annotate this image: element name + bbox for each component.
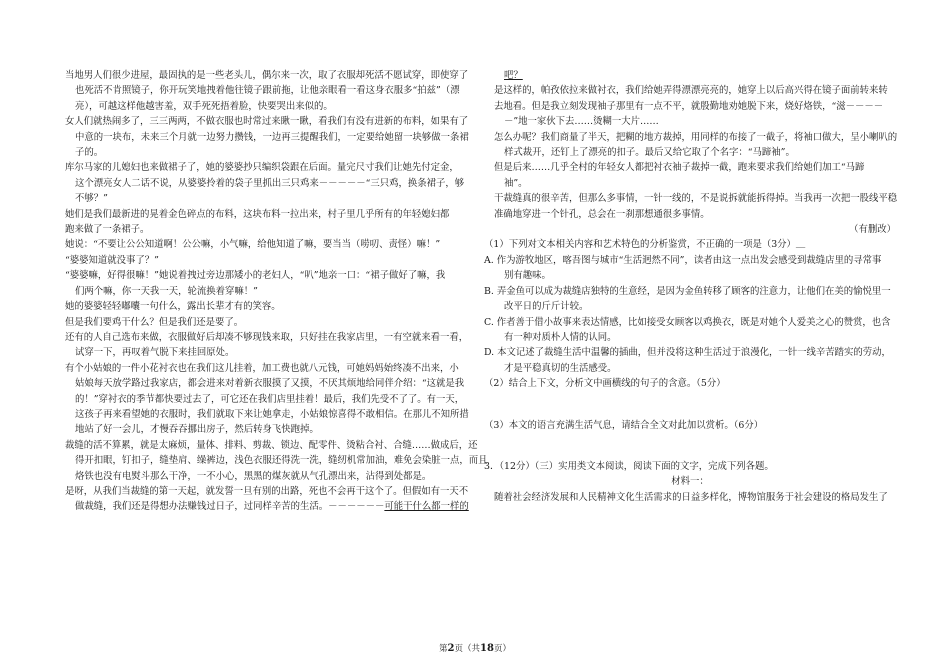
text-line: 干裁缝真的很辛苦，但那么多事情，一针一线的，不是说拆就能拆得掉。当我再一次把一股线平稳 [494,193,898,205]
question-1: （1）下列对文本相关内容和艺术特色的分析鉴赏，不正确的一项是（3分）＿ [484,239,806,251]
page-footer [0,641,950,657]
text-line: 的！”穿衬衣的季节都快要过去了，可它还在我们店里挂着！最后，我们先受不了了。有一天， [75,393,465,405]
text-line: 别有趣味。 [504,270,551,282]
option-c: C. 作者善于借小故事来表达情感，比如接受女顾客以鸡换衣，既是对她个人爱美之心的赞赏，也含 [484,316,891,328]
page-number: 2 [447,643,455,654]
text-line: 她们是我们最新进的晃着金色碎点的布料，这块布料一拉出来，村子里几乎所有的年轻媳妇都 [65,208,450,220]
text-line: 有个小姑娘的一件小花衬衣也在我们这儿挂着，加工费也就八元钱，可她妈妈始终凑不出来，小 [65,362,459,374]
text-line: 得开扣眼，钉扣子，缝垫肩、缲裤边，浅色衣服还得洗一洗，缝纫机常加油，难免会染脏一点，而且 [75,455,488,467]
text-line: 裁缝的活不算累，就是太麻烦，量体、排料、剪裁、锁边、配零件、烫粘合衬、合缝……做成后，还 [65,439,478,451]
option-a: A. 作为游牧地区，喀吾图与城市“生活迥然不同”，读者由这一点出发会感受到裁缝店里的寻常事 [484,254,882,266]
text-line: 中意的一块布，未来三个月就一边努力攒钱，一边再三提醒我们，一定要给她留一块够做一条裙 [75,131,469,143]
option-b: B. 弄金鱼可以成为裁缝店独特的生意经，是因为金鱼转移了顾客的注意力，让他们在美的愉悦里一 [484,285,891,297]
text-line: 女人们就热闹多了，三三两两，不做衣服也时常过来瞅一瞅，看我们有没有进新的布料，如果有了 [65,116,469,128]
text-line: 们两个嘛，你一天我一天，轮流换着穿嘛！” [75,285,258,297]
text-line: 库尔马家的儿媳妇也来做裙子了，她的婆婆抄只编织袋跟在后面。量完尺寸我们让她先付定金， [65,162,459,174]
text-line: 这孩子再来看望她的衣服时，我们就取下来让她拿走，小姑娘惊喜得不敢相信。在那儿不知所措 [75,408,469,420]
text-line: 地站了好一会儿，才慢吞吞挪出房子，然后转身飞快跑掉。 [75,424,319,436]
text-line: 准确地穿进一个针孔，总会在一刹那想通很多事情。 [494,208,710,220]
text-line: 改平日的斤斤计较。 [504,301,589,313]
text-line: 跑来做了一条裙子。 [65,224,150,236]
text-line: 是呀，从我们当裁缝的第一天起，就发誓一旦有别的出路，死也不会再干这个了。但假如有一天不 [65,485,469,497]
text-line: 不够？” [75,193,108,205]
source-note: （有删改） [849,224,896,236]
text-line: 还有的人自己选布来做，衣服做好后却凑不够现钱来取，只好挂在我家店里，一有空就来看一看， [65,331,469,343]
text-line: 当地男人们很少进屋，最固执的是一些老头儿，偶尔来一次，取了衣服却死活不愿试穿，即使穿了 [65,70,469,81]
text-line: “婆婆知道就没事了？” [65,254,159,266]
answer-space [484,433,896,459]
text-line: “婆婆嘛，好得很嘛！”她说着拽过旁边那矮小的老妇人，“叭”地亲一口：“裙子做好了嘛，我 [65,270,446,282]
footer-middle: 页（共 [454,644,481,654]
text-line: 这个漂亮女人二话不说，从婆婆拎着的袋子里抓出三只鸡来－－－－－“三只鸡，换条裙子，够 [75,177,465,189]
footer-suffix: 页） [493,644,511,654]
text-line: 试穿一下，再叹着气脱下来挂回原处。 [75,347,235,359]
section-3-heading: 3．（12分）（三）实用类文本阅读，阅读下面的文字，完成下列各题。 [484,460,774,472]
text-line: 她的婆婆轻轻嘟囔一句什么，露出长辈才有的笑容。 [65,301,281,313]
text-line: 样式裁开，还钉上了漂亮的扣子。最后又给它取了个名字：“马蹄袖”。 [504,147,795,159]
page-total: 18 [480,643,494,654]
text-line: 烙铁也没有电熨斗那么干净，一不小心，黑黑的煤灰就从气孔漂出来，沾得到处都是。 [75,470,432,482]
text-line: －”地一家伙下去……烫糊一大片…… [504,116,659,128]
text-line: 是这样的，帕孜依拉来做衬衣，我们给她弄得漂漂亮亮的，她穿上以后高兴得在镜子面前转来转 [494,85,888,97]
answer-space [484,392,896,418]
underlined-sentence: 可能干什么都一样的 [384,501,469,513]
text-line: 去地看。但是我立刻发现袖子那里有一点不平，就殷勤地劝她脱下来，烧好烙铁，“滋－－－－ [494,100,884,112]
text-line: 子的。 [75,147,104,159]
text-line: 也死活不肯照镜子，你开玩笑地拽着他往镜子跟前拖，让他亲眼看一看这身衣服多“拍兹”（漂 [75,85,460,97]
question-3: （3）本文的语言充满生活气息，请结合全文对此加以赏析。（6分） [484,419,764,431]
text-line: 但是我们要鸡干什么？但是我们还是要了。 [65,316,244,328]
text-line: 亮），可越这样他越害羞，双手死死捂着脸，快要哭出来似的。 [75,100,333,112]
question-2: （2）结合上下文，分析文中画横线的句子的含意。（5分） [484,378,726,390]
text-line: 姑娘每天放学路过我家店，都会进来对着新衣服摸了又摸，不厌其烦地给同伴介绍：“这就是我 [75,378,465,390]
left-column [65,68,488,515]
right-column [484,68,896,505]
underlined-sentence-end: 吧？ [504,70,523,81]
text-line: 怎么办呢？我们商量了半天，把糊的地方裁掉，用同样的布接了一截子，将袖口做大，呈小喇叭的 [494,131,898,143]
material-title: 材料一： [671,476,709,488]
text-line: 但是后来……几乎全村的年轻女人都把衬衣袖子裁掉一截，跑来要求我们给她们加工“马蹄 [494,162,865,174]
text-line: 才是平稳真切的生活感受。 [504,362,617,374]
text-line [65,499,470,514]
option-d: D. 本文记述了裁缝生活中温馨的插曲，但并没将这种生活过于浪漫化，一针一线辛苦踏实的劳动， [484,347,891,359]
text-line: 随着社会经济发展和人民精神文化生活需求的日益多样化，博物馆服务于社会建设的格局发生了 [494,491,888,503]
text-line: 袖”。 [504,177,528,189]
text-line: 有一种对质朴人情的认同。 [504,331,617,343]
footer-prefix: 第 [439,644,448,654]
text-run: 做裁缝，我们还是得想办法赚钱过日子，过同样辛苦的生活。－－－－－－ [75,501,385,513]
text-line: 她说：“不要让公公知道啊！公公嘛，小气嘛，给他知道了嘛，要当当（唠叨、责怪）嘛！” [65,239,441,251]
